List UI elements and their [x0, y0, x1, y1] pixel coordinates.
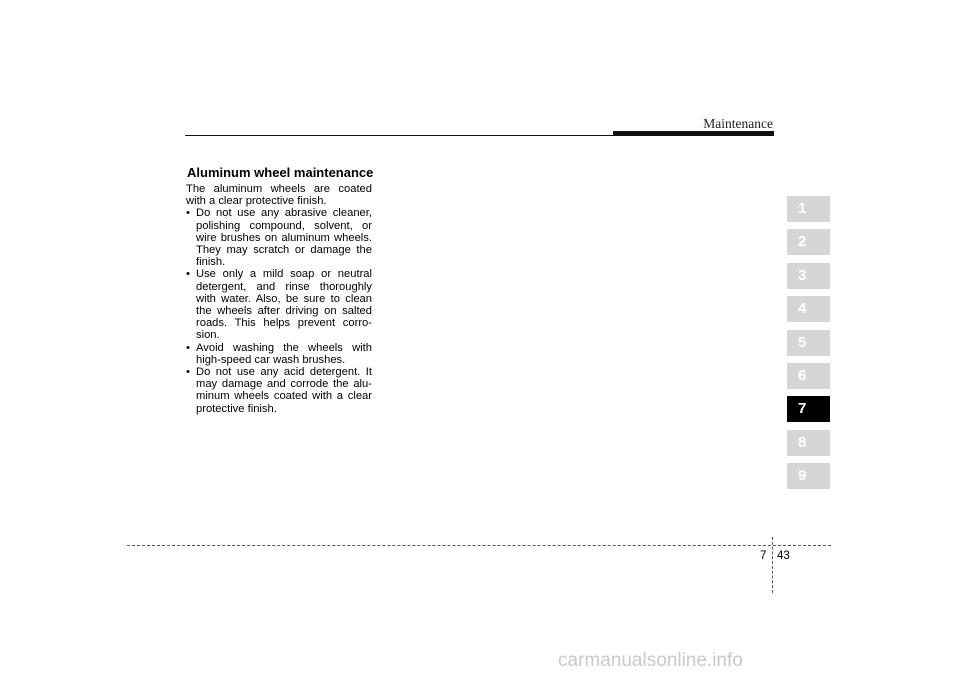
intro-paragraph: The aluminum wheels are coated with a clear protective finish. — [186, 183, 372, 208]
bullet-icon: • — [186, 366, 190, 379]
chapter-tab-2[interactable]: 2 — [787, 229, 830, 255]
bullet-text: Do not use any acid detergent. It may damage and corrode the alu-minum wheels coated with a clear protective finish. — [196, 366, 372, 415]
header-rule-accent — [613, 131, 774, 136]
chapter-tab-5[interactable]: 5 — [787, 330, 830, 356]
header-rule — [185, 135, 615, 136]
chapter-tab-1[interactable]: 1 — [787, 196, 830, 222]
list-item — [186, 268, 372, 341]
bullet-text: Use only a mild soap or neutral detergent, and rinse thoroughly with water. Also, be sure to clean the wheels after driving on salted roads. This helps prevent corro-sion. — [196, 268, 372, 342]
chapter-tabs — [787, 196, 830, 497]
section-title: Maintenance — [703, 116, 773, 131]
footer-divider — [772, 537, 773, 593]
footer-rule — [127, 545, 831, 546]
chapter-tab-6[interactable]: 6 — [787, 363, 830, 389]
chapter-tab-3[interactable]: 3 — [787, 263, 830, 289]
section-heading: Aluminum wheel maintenance — [187, 165, 374, 180]
bullet-text: Do not use any abrasive cleaner, polishing compound, solvent, or wire brushes on aluminum wheels. They may scratch or damage the finish. — [196, 207, 372, 269]
page-number: 43 — [777, 550, 790, 562]
chapter-tab-8[interactable]: 8 — [787, 430, 830, 456]
watermark: carmanualsonline.info — [558, 650, 743, 671]
bullet-icon: • — [186, 207, 190, 220]
chapter-tab-7[interactable]: 7 — [787, 396, 830, 422]
list-item — [186, 207, 372, 268]
bullet-icon: • — [186, 268, 190, 281]
list-item — [186, 342, 372, 366]
bullet-list — [186, 207, 372, 414]
body-text — [186, 183, 372, 415]
bullet-text: Avoid washing the wheels with high-speed car wash brushes. — [196, 341, 372, 366]
bullet-icon: • — [186, 341, 190, 354]
page-chapter-number: 7 — [760, 550, 767, 562]
list-item — [186, 366, 372, 415]
chapter-tab-4[interactable]: 4 — [787, 296, 830, 322]
chapter-tab-9[interactable]: 9 — [787, 463, 830, 489]
